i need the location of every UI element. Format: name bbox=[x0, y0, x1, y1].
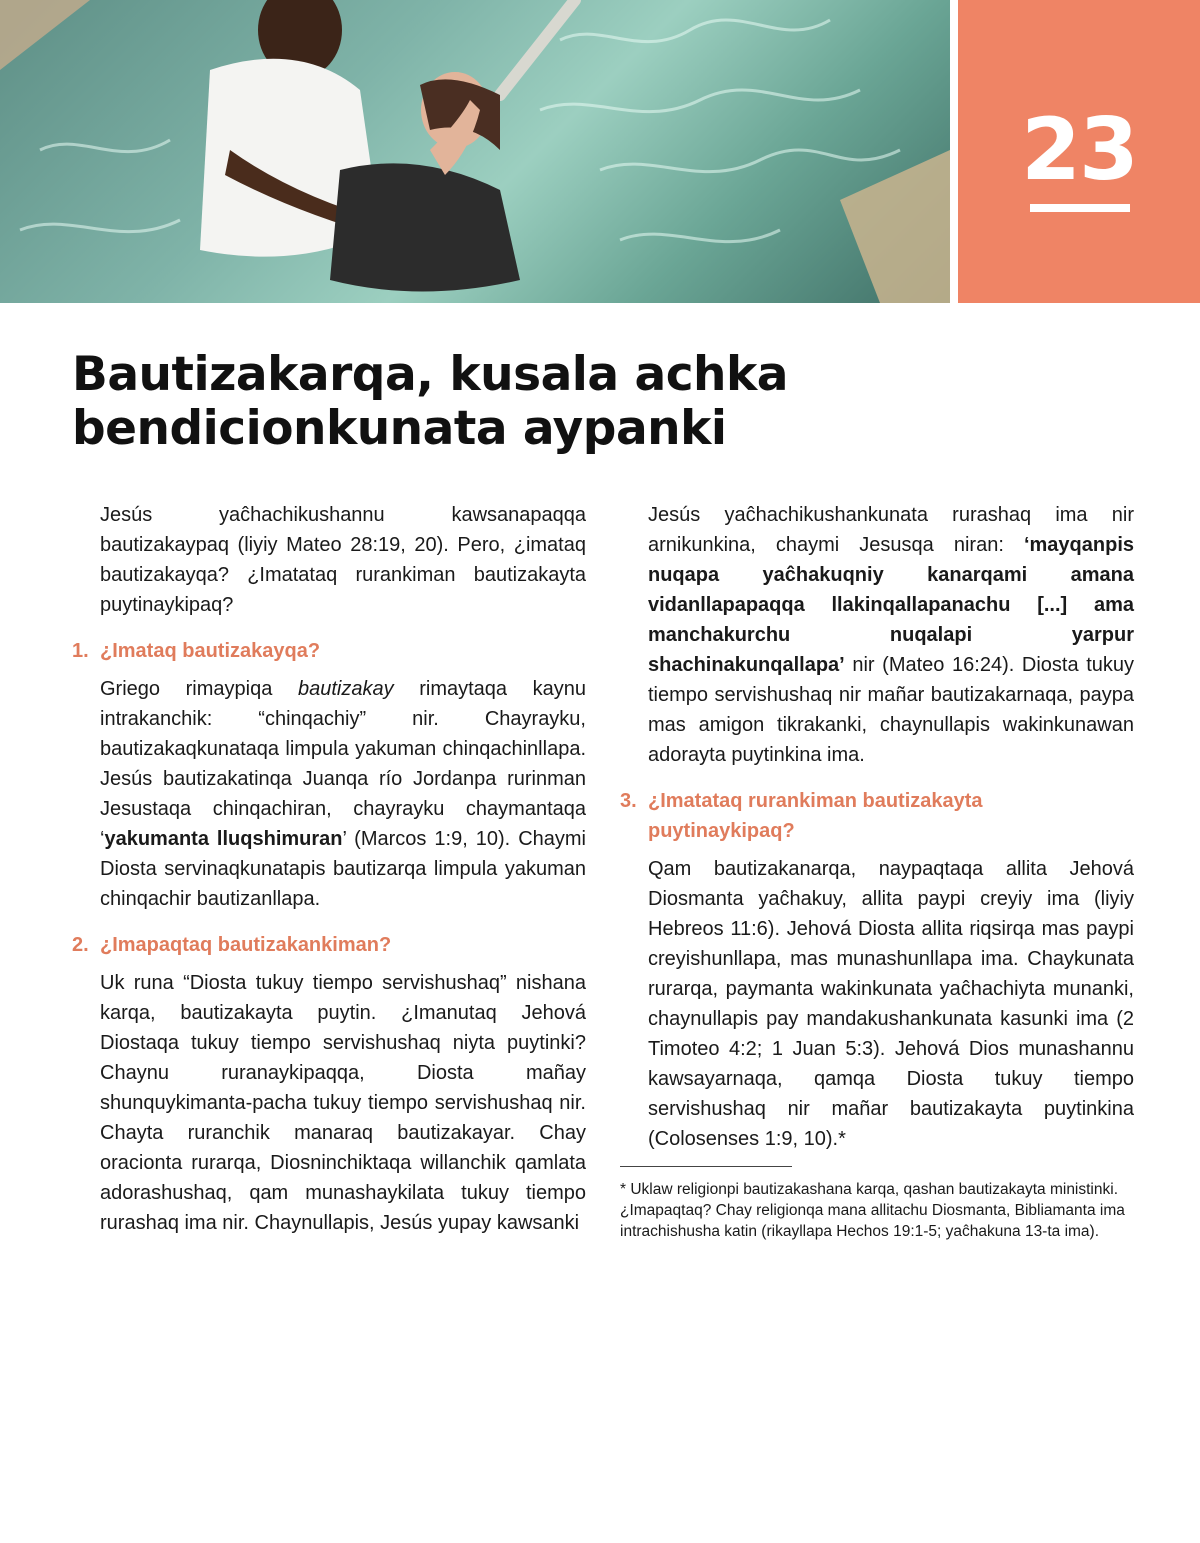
page-title-line-2: bendicionkunata aypanki bbox=[72, 401, 727, 456]
question-3-heading bbox=[620, 786, 1134, 846]
question-2-text-b: nir (Mateo 16:24). Diosta tukuy tiempo servishushaq nir mañar bautizakarnaqa, paypa mas amigon tikrakanki, chaynullapis wakinkunawan adorayta puytinkina ima. bbox=[648, 654, 1134, 766]
question-1-bold-quote: yakumanta lluqshimuran bbox=[104, 828, 343, 850]
question-2-paragraph-left: Uk runa “Diosta tukuy tiempo servishushaq” nishana karqa, bautizakayta puytin. ¿Imanutaq Jehová Diostaqa tukuy tiempo servishushaq niyta puytinki? Chaynu ruranaykipaqqa, Diosta mañay shunquykimanta-pacha tukuy tiempo servishushaq nir. Chayta ruranchik manaraq bautizakayar. Chay oracionta rurarqa, Diosninchiktaqa willanchik qamlata adorashushaq, qam munashaykilata tukuy tiempo rurashaq ima nir. Chaynullapis, Jesús yupay kawsanki bbox=[100, 972, 586, 1234]
question-2-paragraph-right bbox=[648, 500, 1134, 770]
question-1-text-c: ’ (Marcos 1:9, 10). Chaymi Diosta servinaqkunatapis bautizarqa limpula yakuman chinqachir bautizanllapa. bbox=[100, 828, 586, 910]
question-2-text-a: Jesús yaĉhachikushankunata rurashaq ima nir arnikunkina, chaymi Jesusqa niran: bbox=[648, 504, 1134, 556]
right-column bbox=[620, 500, 1134, 1242]
lesson-number-badge bbox=[958, 0, 1200, 303]
page-title bbox=[72, 348, 872, 456]
baptism-photo bbox=[0, 0, 950, 303]
question-3-text: ¿Imatataq rurankiman bautizakayta puytinaykipaq? bbox=[648, 790, 983, 842]
question-2-text: ¿Imapaqtaq bautizakankiman? bbox=[100, 934, 392, 956]
question-1-text: ¿Imataq bautizakayqa? bbox=[100, 640, 321, 662]
question-1-text-b: rimaytaqa kaynu intrakanchik: “chinqachiy” nir. Chayrayku, bautizakaqkunataqa limpula yakuman chinqachinllapa. Jesús bautizakatinqa Juanqa río Jordanpa rurinman Jesustaqa chinqachiran, chayrayku chaymantaqa ‘ bbox=[100, 678, 587, 850]
lesson-number-underline bbox=[1030, 204, 1130, 212]
left-column bbox=[72, 500, 586, 1238]
question-3-paragraph: Qam bautizakanarqa, naypaqtaqa allita Jehová Diosmanta yaĉhakuy, allita paypi creyiy ima (liyiy Hebreos 11:6). Jehová Diosta allita riqsirqa mas paypi creyishunllapa, mas munashunllapa ima. Chaykunata rurarqa, paymanta wakinkunata yaĉhachiyta munanki, chaynullapis pay mandakushankunata kasunki ima (2 Timoteo 4:2; 1 Juan 5:3). Jehová Dios munashannu kawsayarnaqa, qamqa Diosta tukuy tiempo servishushaq nir mañar bautizakayta puytinkina (Colosenses 1:9, 10).* bbox=[648, 858, 1134, 1150]
question-2-number: 2. bbox=[72, 934, 89, 956]
question-1-italic-term: bautizakay bbox=[297, 678, 394, 700]
footnote: * Uklaw religionpi bautizakashana karqa, qashan bautizakayta ministinki. ¿Imapaqtaq? Chay religionqa mana allitachu Diosmanta, Bibliamanta ima intrachishusha katin (rikayllapa Hechos 19:1-5; yaĉhakuna 13-ta ima). bbox=[620, 1181, 1125, 1240]
question-2-heading bbox=[72, 930, 586, 960]
question-1-text-a: Griego rimaypiqa bbox=[100, 678, 298, 700]
question-2-bold-quote: ‘mayqanpis nuqapa yaĉhakuqniy kanarqami amana vidanllapapaqqa llakinqallapanachu [...] ama manchakurchu nuqalapi yarpur shachinakunqallapa’ bbox=[648, 534, 1134, 676]
question-1-paragraph bbox=[100, 674, 586, 914]
baptism-photo-illustration bbox=[0, 0, 950, 303]
question-3-number: 3. bbox=[620, 790, 637, 812]
question-1-number: 1. bbox=[72, 640, 89, 662]
page-title-line-1: Bautizakarqa, kusala achka bbox=[72, 347, 788, 402]
lesson-number: 23 bbox=[1021, 100, 1137, 200]
footnote-divider bbox=[620, 1166, 792, 1167]
question-1-heading bbox=[72, 636, 586, 666]
intro-paragraph: Jesús yaĉhachikushannu kawsanapaqqa bautizakaypaq (liyiy Mateo 28:19, 20). Pero, ¿imataq bautizakayqa? ¿Imatataq rurankiman bautizakayta puytinaykipaq? bbox=[100, 504, 586, 616]
